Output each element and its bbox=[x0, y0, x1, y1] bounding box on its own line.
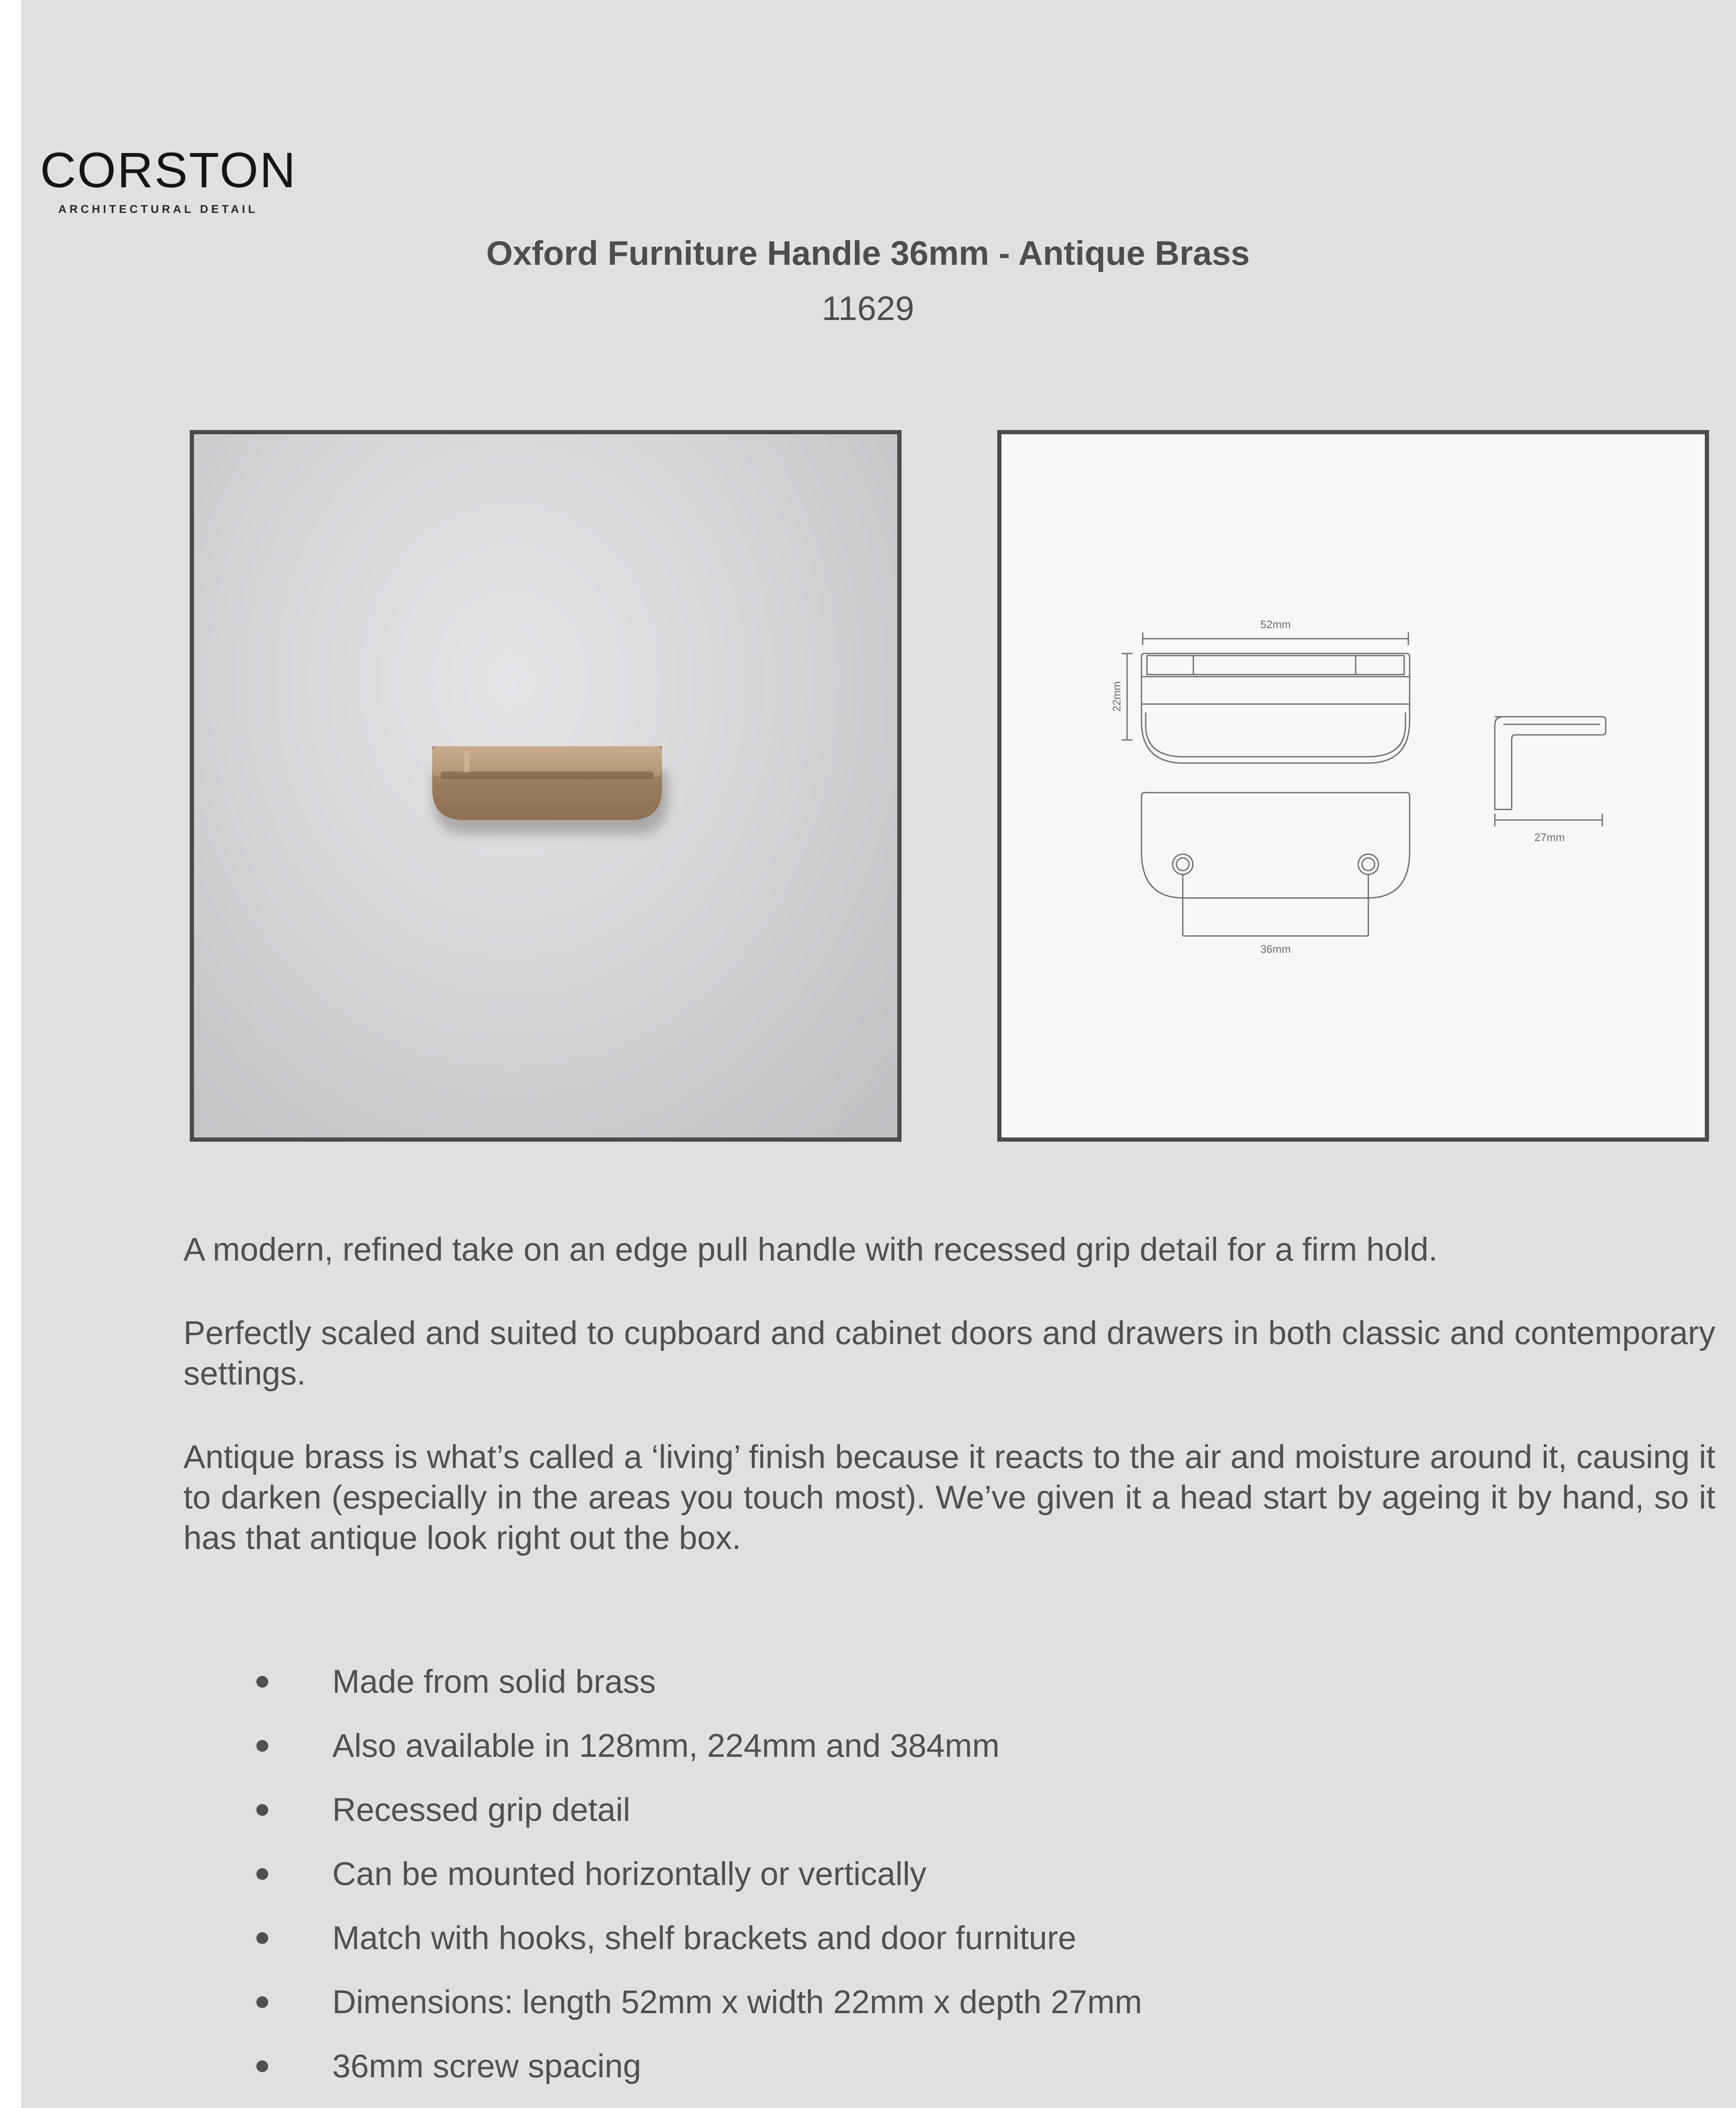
feature-item: Dimensions: length 52mm x width 22mm x depth 27mm bbox=[236, 1982, 1564, 2022]
feature-item: Can be mounted horizontally or vertically bbox=[236, 1853, 1564, 1894]
product-code: 11629 bbox=[821, 290, 915, 328]
bullet-icon bbox=[256, 2060, 268, 2072]
logo-tagline: ARCHITECTURAL DETAIL bbox=[58, 203, 258, 215]
feature-item: Also available in 128mm, 224mm and 384mm bbox=[236, 1725, 1564, 1766]
product-photo bbox=[190, 430, 902, 1142]
description-intro: A modern, refined take on an edge pull handle with recessed grip detail for a firm hold. bbox=[183, 1231, 1438, 1268]
mounting-lug-right bbox=[1358, 854, 1378, 874]
dimension-drawing bbox=[1001, 434, 1705, 1137]
feature-item: Recessed grip detail bbox=[236, 1789, 1564, 1830]
description-usage: Perfectly scaled and suited to cupboard and cabinet doors and drawers in both classic and contemporary settings. bbox=[183, 1314, 1715, 1392]
bullet-icon bbox=[256, 1868, 268, 1880]
logo-wordmark: CORSTON bbox=[40, 143, 297, 198]
bullet-icon bbox=[256, 1740, 268, 1752]
description-finish: Antique brass is what’s called a ‘living’ finish because it reacts to the air and moisture around it, causing it to darken (especially in the areas you touch most). We’ve given it a head start by ageing it by hand, so it has that antique look right out the box. bbox=[183, 1438, 1715, 1556]
mounting-lug-left bbox=[1173, 854, 1193, 874]
handle-top-view bbox=[1141, 653, 1410, 763]
feature-item: Made from solid brass bbox=[236, 1661, 1564, 1702]
bullet-icon bbox=[256, 1996, 268, 2008]
bullet-icon bbox=[256, 1804, 268, 1816]
depth-label: 27mm bbox=[1534, 831, 1565, 844]
feature-item: 36mm screw spacing bbox=[236, 2046, 1564, 2086]
corston-logo bbox=[40, 143, 297, 216]
technical-drawing bbox=[997, 430, 1709, 1142]
handle-photo-illustration bbox=[194, 434, 897, 1137]
product-title: Oxford Furniture Handle 36mm - Antique Brass bbox=[486, 234, 1250, 272]
spacing-label: 36mm bbox=[1260, 943, 1291, 955]
handle-rear-view bbox=[1141, 793, 1410, 898]
handle-side-profile bbox=[1495, 717, 1606, 809]
bullet-icon bbox=[256, 1676, 268, 1688]
width-label: 52mm bbox=[1260, 618, 1291, 631]
height-label: 22mm bbox=[1110, 681, 1123, 712]
feature-item: Match with hooks, shelf brackets and door furniture bbox=[236, 1917, 1564, 1958]
feature-list bbox=[236, 1661, 1564, 2108]
bullet-icon bbox=[256, 1932, 268, 1944]
